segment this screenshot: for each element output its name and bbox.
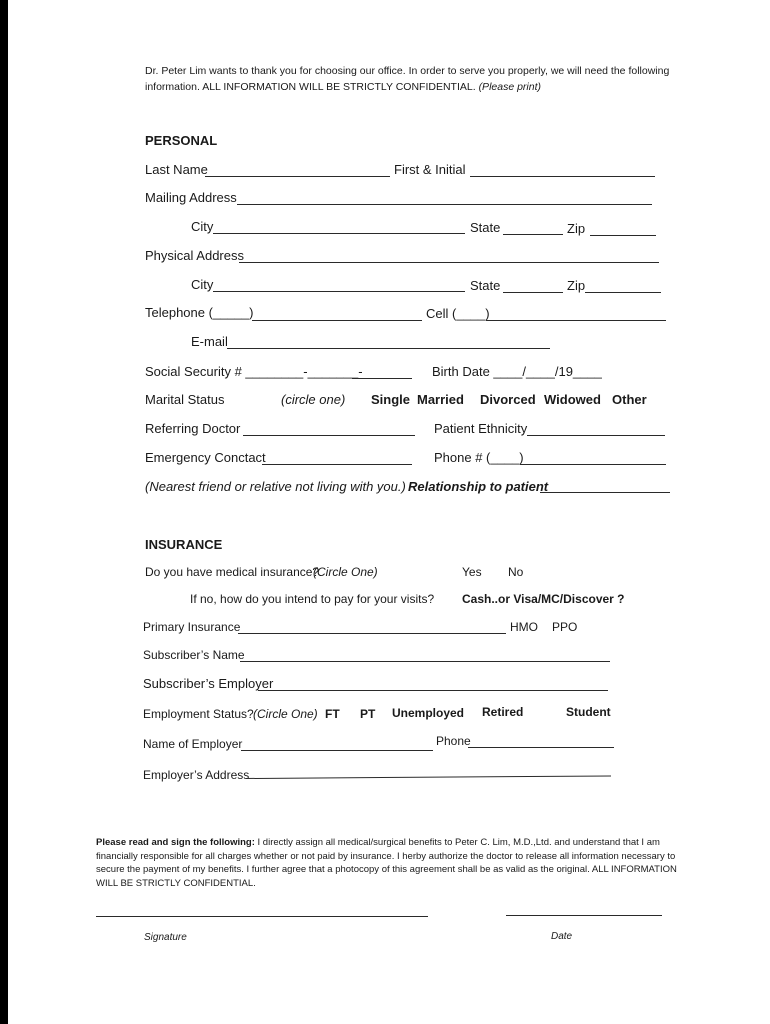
nearest-note: (Nearest friend or relative not living with you.) — [145, 479, 406, 494]
telephone-label: Telephone (_____) — [145, 305, 254, 320]
emergency-phone-field[interactable] — [520, 464, 666, 465]
employment-option-ft[interactable]: FT — [325, 707, 340, 721]
employer-name-label: Name of Employer — [143, 737, 243, 751]
emergency-contact-label: Emergency Conctact — [145, 450, 266, 465]
phone-number-label: Phone # (____) — [434, 450, 524, 465]
physical-address-label: Physical Address — [145, 248, 244, 263]
physical-state-label: State — [470, 278, 501, 293]
subscriber-name-field[interactable] — [240, 661, 610, 662]
first-initial-label: First & Initial — [394, 162, 466, 177]
email-label: E-mail — [191, 334, 228, 349]
physical-city-label: City — [191, 277, 214, 292]
employment-option-pt[interactable]: PT — [360, 707, 376, 721]
intro-text: Dr. Peter Lim wants to thank you for choosing our office. In order to serve you properly, we will need the following information. ALL INFORMATION WILL BE STRICTLY CONFIDENTIAL. — [145, 65, 670, 93]
marital-option-married[interactable]: Married — [417, 392, 464, 407]
mailing-city-field[interactable] — [213, 233, 465, 234]
marital-option-single[interactable]: Single — [371, 392, 411, 407]
employer-address-label: Employer’s Address — [143, 768, 250, 782]
subscriber-employer-field[interactable] — [258, 690, 608, 691]
primary-insurance-label: Primary Insurance — [143, 620, 241, 634]
ppo-option[interactable]: PPO — [552, 620, 578, 634]
insurance-yes[interactable]: Yes — [462, 565, 482, 579]
employment-option-retired[interactable]: Retired — [482, 705, 524, 719]
insurance-no[interactable]: No — [508, 565, 524, 579]
physical-zip-label: Zip — [567, 278, 586, 293]
print-note: (Please print) — [478, 81, 542, 93]
pay-options[interactable]: Cash..or Visa/MC/Discover ? — [462, 592, 625, 606]
hmo-option[interactable]: HMO — [510, 620, 538, 634]
have-insurance-label: Do you have medical insurance? — [145, 565, 320, 579]
subscriber-employer-label: Subscriber’s Employer — [143, 676, 274, 691]
agreement-paragraph — [96, 836, 696, 890]
insurance-circle-one: (Circle One) — [313, 565, 378, 579]
marital-option-other[interactable]: Other — [612, 392, 647, 407]
birth-date-label: Birth Date ____/____/19____ — [432, 364, 602, 379]
physical-zip-field[interactable] — [585, 292, 661, 293]
insurance-heading: INSURANCE — [145, 537, 223, 552]
mailing-address-field[interactable] — [237, 204, 652, 205]
patient-ethnicity-field[interactable] — [527, 435, 665, 436]
marital-circle-one: (circle one) — [281, 392, 346, 407]
relationship-field[interactable] — [540, 492, 670, 493]
cell-label: Cell (____) — [426, 306, 490, 321]
mailing-zip-label: Zip — [567, 221, 586, 236]
signature-line[interactable] — [96, 916, 428, 917]
scan-edge — [0, 0, 8, 1024]
employment-circle-one: (Circle One) — [253, 707, 318, 721]
employment-option-student[interactable]: Student — [566, 705, 611, 719]
mailing-zip-field[interactable] — [590, 235, 656, 236]
telephone-field[interactable] — [252, 320, 422, 321]
agreement-lead: Please read and sign the following: — [96, 837, 255, 848]
employment-status-label: Employment Status? — [143, 707, 254, 721]
agreement-text: I directly assign all medical/surgical benefits to Peter C. Lim, M.D.,Ltd. and understand that I am financially responsible for all charges whether or not paid by insurance. I herby authorize the doctor to release all information necessary to secure the payment of my benefits. I further agree that a photocopy of this agreement shall be as valid as the original. ALL INFORMATION WILL BE STRICTLY CONFIDENTIAL. — [96, 837, 677, 889]
physical-city-field[interactable] — [213, 291, 465, 292]
personal-heading: PERSONAL — [145, 133, 218, 148]
mailing-address-label: Mailing Address — [145, 190, 237, 205]
primary-insurance-field[interactable] — [238, 633, 506, 634]
employer-phone-label: Phone — [436, 734, 471, 748]
cell-field[interactable] — [486, 320, 666, 321]
last-name-field[interactable] — [205, 176, 390, 177]
mailing-state-field[interactable] — [503, 234, 563, 235]
patient-ethnicity-label: Patient Ethnicity — [434, 421, 528, 436]
intro-paragraph — [145, 63, 705, 95]
mailing-state-label: State — [470, 220, 501, 235]
marital-option-divorced[interactable]: Divorced — [480, 392, 536, 407]
emergency-contact-field[interactable] — [262, 464, 412, 465]
subscriber-name-label: Subscriber’s Name — [143, 648, 245, 662]
last-name-label: Last Name — [145, 162, 208, 177]
email-field[interactable] — [227, 348, 550, 349]
employment-option-unemployed[interactable]: Unemployed — [392, 706, 465, 720]
mailing-city-label: City — [191, 219, 214, 234]
employer-name-field[interactable] — [241, 750, 433, 751]
referring-doctor-field[interactable] — [243, 435, 415, 436]
employer-phone-field[interactable] — [468, 747, 614, 748]
ssn-field[interactable] — [352, 378, 412, 379]
if-no-label: If no, how do you intend to pay for your visits? — [190, 592, 435, 606]
date-label: Date — [551, 931, 573, 942]
referring-doctor-label: Referring Doctor — [145, 421, 241, 436]
physical-state-field[interactable] — [503, 292, 563, 293]
employer-address-field[interactable] — [246, 775, 611, 779]
relationship-label: Relationship to patient — [408, 479, 549, 494]
ssn-label: Social Security # ________-_______- — [145, 364, 363, 379]
marital-option-widowed[interactable]: Widowed — [544, 392, 601, 407]
signature-label: Signature — [144, 932, 187, 943]
physical-address-field[interactable] — [239, 262, 659, 263]
date-line[interactable] — [506, 915, 662, 916]
first-initial-field[interactable] — [470, 176, 655, 177]
marital-status-label: Marital Status — [145, 392, 225, 407]
